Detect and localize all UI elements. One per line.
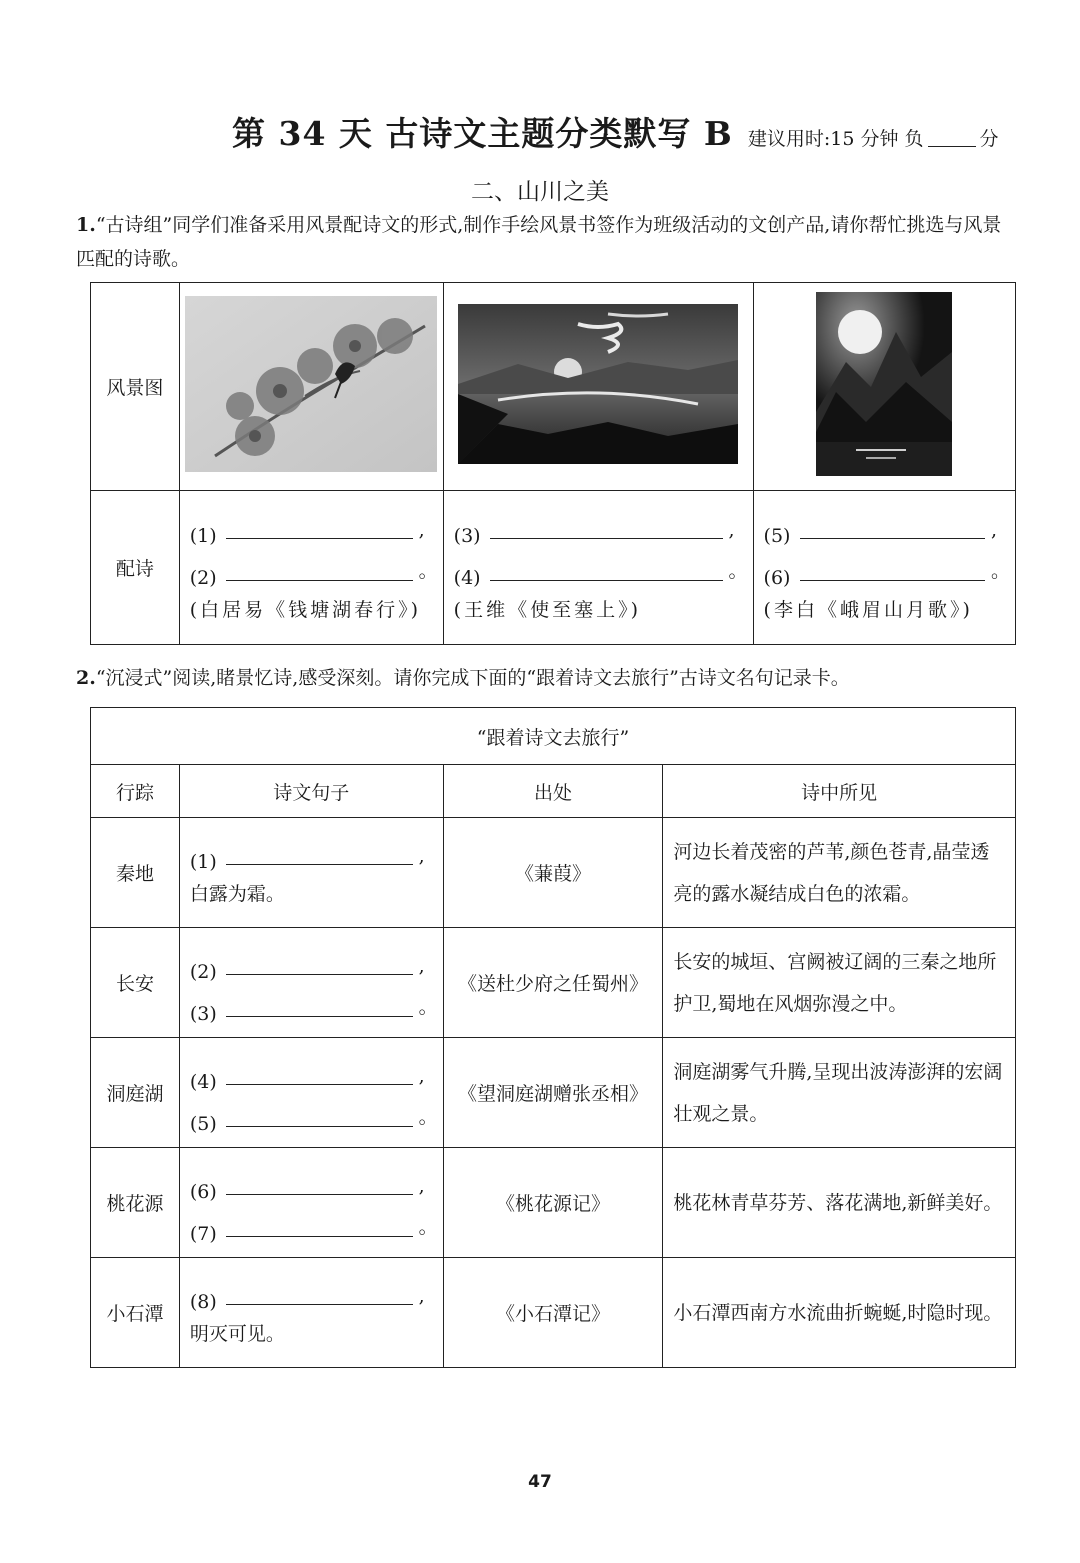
poem-source: (王维《使至塞上》) xyxy=(453,599,641,621)
punctuation: , xyxy=(418,844,425,867)
verse-cell xyxy=(179,818,443,928)
source-cell: 《桃花源记》 xyxy=(443,1148,663,1258)
place-cell: 长安 xyxy=(91,928,180,1038)
blank-number: (6) xyxy=(763,567,791,589)
verse-blank-6[interactable] xyxy=(226,1170,413,1195)
header-scene: 诗中所见 xyxy=(663,765,1016,818)
scene-cell-1 xyxy=(179,283,443,491)
table-row xyxy=(91,1038,1016,1148)
poem-blank-line xyxy=(189,547,438,589)
blank-number: (3) xyxy=(453,525,481,547)
table-row xyxy=(91,1258,1016,1368)
verse-line xyxy=(190,831,435,873)
header-source: 出处 xyxy=(443,765,663,818)
travel-record-table xyxy=(90,707,1016,1368)
blank-number: (6) xyxy=(189,1180,217,1203)
punctuation: 。 xyxy=(418,560,438,582)
scene-desc-cell: 桃花林青草芬芳、落花满地,新鲜美好。 xyxy=(663,1148,1016,1258)
table-title-row xyxy=(91,708,1016,765)
table-row xyxy=(91,818,1016,928)
punctuation: , xyxy=(418,1174,425,1197)
poem-blank-line xyxy=(454,505,745,547)
table-header-row xyxy=(91,765,1016,818)
question-2-text: “沉浸式”阅读,睹景忆诗,感受深刻。请你完成下面的“跟着诗文去旅行”古诗文名句记录卡。 xyxy=(95,667,850,689)
question-1-text: “古诗组”同学们准备采用风景配诗文的形式,制作手绘风景书签作为班级活动的文创产品,请你帮忙挑选与风景匹配的诗歌。 xyxy=(76,214,1002,270)
verse-blank-5[interactable] xyxy=(226,1102,413,1127)
answer-blank-5[interactable] xyxy=(800,514,985,539)
punctuation: , xyxy=(418,954,425,977)
question-2-number: 2. xyxy=(76,667,96,689)
punctuation: 。 xyxy=(728,560,748,582)
scenery-row xyxy=(91,283,1016,491)
punctuation: 。 xyxy=(991,560,1011,582)
place-cell: 洞庭湖 xyxy=(91,1038,180,1148)
verse-line xyxy=(189,1093,438,1135)
scene-desc-cell: 河边长着茂密的芦苇,颜色苍青,晶莹透亮的露水凝结成白色的浓霜。 xyxy=(663,818,1016,928)
scene-desc-cell: 长安的城垣、宫阙被辽阔的三秦之地所护卫,蜀地在风烟弥漫之中。 xyxy=(663,928,1016,1038)
question-1-number: 1. xyxy=(76,214,96,236)
verse-text: 白露为霜。 xyxy=(189,882,285,905)
poem-blank-line xyxy=(764,505,1007,547)
answer-blank-6[interactable] xyxy=(800,556,985,581)
punctuation: , xyxy=(418,1064,425,1087)
poem-cell-3 xyxy=(753,491,1015,645)
header-place: 行踪 xyxy=(91,765,180,818)
punctuation: 。 xyxy=(418,1215,438,1238)
scene-desc-cell: 洞庭湖雾气升腾,呈现出波涛澎湃的宏阔壮观之景。 xyxy=(663,1038,1016,1148)
table-title: “跟着诗文去旅行” xyxy=(91,708,1016,765)
verse-line xyxy=(190,1161,435,1203)
place-cell: 秦地 xyxy=(91,818,180,928)
poem-blank-line xyxy=(763,547,1011,589)
poem-source: (白居易《钱塘湖春行》) xyxy=(189,599,422,621)
row-label-poem: 配诗 xyxy=(91,491,180,645)
source-cell: 《望洞庭湖赠张丞相》 xyxy=(443,1038,663,1148)
question-2 xyxy=(76,661,1020,695)
answer-blank-2[interactable] xyxy=(226,556,413,581)
branch-bird-image xyxy=(185,296,437,472)
blank-number: (5) xyxy=(763,525,791,547)
blank-number: (7) xyxy=(189,1222,217,1245)
poem-blank-line xyxy=(453,547,748,589)
scene-desc-cell: 小石潭西南方水流曲折蜿蜒,时隐时现。 xyxy=(663,1258,1016,1368)
poem-row xyxy=(91,491,1016,645)
page-title xyxy=(232,108,999,155)
title-main: 第 34 天 古诗文主题分类默写 B xyxy=(232,114,733,153)
verse-line xyxy=(189,983,438,1025)
verse-cell xyxy=(179,1148,443,1258)
verse-blank-1[interactable] xyxy=(226,840,413,865)
table-row xyxy=(91,1148,1016,1258)
blank-number: (2) xyxy=(189,567,217,589)
time-suggestion: 建议用时:15 分钟 负 xyxy=(747,128,924,150)
blank-number: (1) xyxy=(189,850,217,873)
verse-blank-3[interactable] xyxy=(226,992,413,1017)
blank-number: (2) xyxy=(189,960,217,983)
sunset-desert-image xyxy=(458,304,738,464)
title-meta xyxy=(748,128,999,150)
blank-number: (8) xyxy=(189,1290,217,1313)
answer-blank-3[interactable] xyxy=(490,514,723,539)
verse-line xyxy=(190,941,435,983)
moon-mountain-image xyxy=(816,292,952,476)
answer-blank-1[interactable] xyxy=(226,514,413,539)
verse-blank-8[interactable] xyxy=(226,1280,413,1305)
verse-blank-7[interactable] xyxy=(226,1212,413,1237)
place-cell: 小石潭 xyxy=(91,1258,180,1368)
poem-cell-2 xyxy=(443,491,753,645)
score-blank[interactable] xyxy=(928,128,976,147)
verse-line xyxy=(189,1203,438,1245)
blank-number: (3) xyxy=(189,1002,217,1025)
header-verse: 诗文句子 xyxy=(179,765,443,818)
verse-blank-2[interactable] xyxy=(226,950,413,975)
verse-cell xyxy=(179,1038,443,1148)
source-cell: 《小石潭记》 xyxy=(443,1258,663,1368)
row-label-scene: 风景图 xyxy=(91,283,180,491)
verse-text: 明灭可见。 xyxy=(189,1322,285,1345)
poem-source: (李白《峨眉山月歌》) xyxy=(763,599,973,621)
table-row xyxy=(91,928,1016,1038)
blank-number: (4) xyxy=(189,1070,217,1093)
verse-cell xyxy=(179,1258,443,1368)
punctuation: 。 xyxy=(418,995,438,1018)
blank-number: (4) xyxy=(453,567,481,589)
score-unit: 分 xyxy=(979,128,999,150)
scenery-poem-table xyxy=(90,282,1016,645)
answer-blank-4[interactable] xyxy=(490,556,723,581)
section-title: 二、山川之美 xyxy=(471,179,609,205)
punctuation: , xyxy=(418,1284,425,1307)
verse-blank-4[interactable] xyxy=(226,1060,413,1085)
scene-cell-3 xyxy=(753,283,1015,491)
verse-line xyxy=(190,1051,435,1093)
verse-cell xyxy=(179,928,443,1038)
blank-number: (1) xyxy=(189,525,217,547)
punctuation: , xyxy=(418,519,425,541)
scene-cell-2 xyxy=(443,283,753,491)
blank-number: (5) xyxy=(189,1112,217,1135)
punctuation: , xyxy=(728,519,735,541)
source-cell: 《送杜少府之任蜀州》 xyxy=(443,928,663,1038)
punctuation: 。 xyxy=(418,1105,438,1128)
source-cell: 《蒹葭》 xyxy=(443,818,663,928)
verse-line xyxy=(190,1271,435,1313)
punctuation: , xyxy=(991,519,998,541)
place-cell: 桃花源 xyxy=(91,1148,180,1258)
page-number: 47 xyxy=(528,1472,552,1492)
poem-cell-1 xyxy=(179,491,443,645)
poem-blank-line xyxy=(190,505,435,547)
question-1 xyxy=(76,208,1020,276)
